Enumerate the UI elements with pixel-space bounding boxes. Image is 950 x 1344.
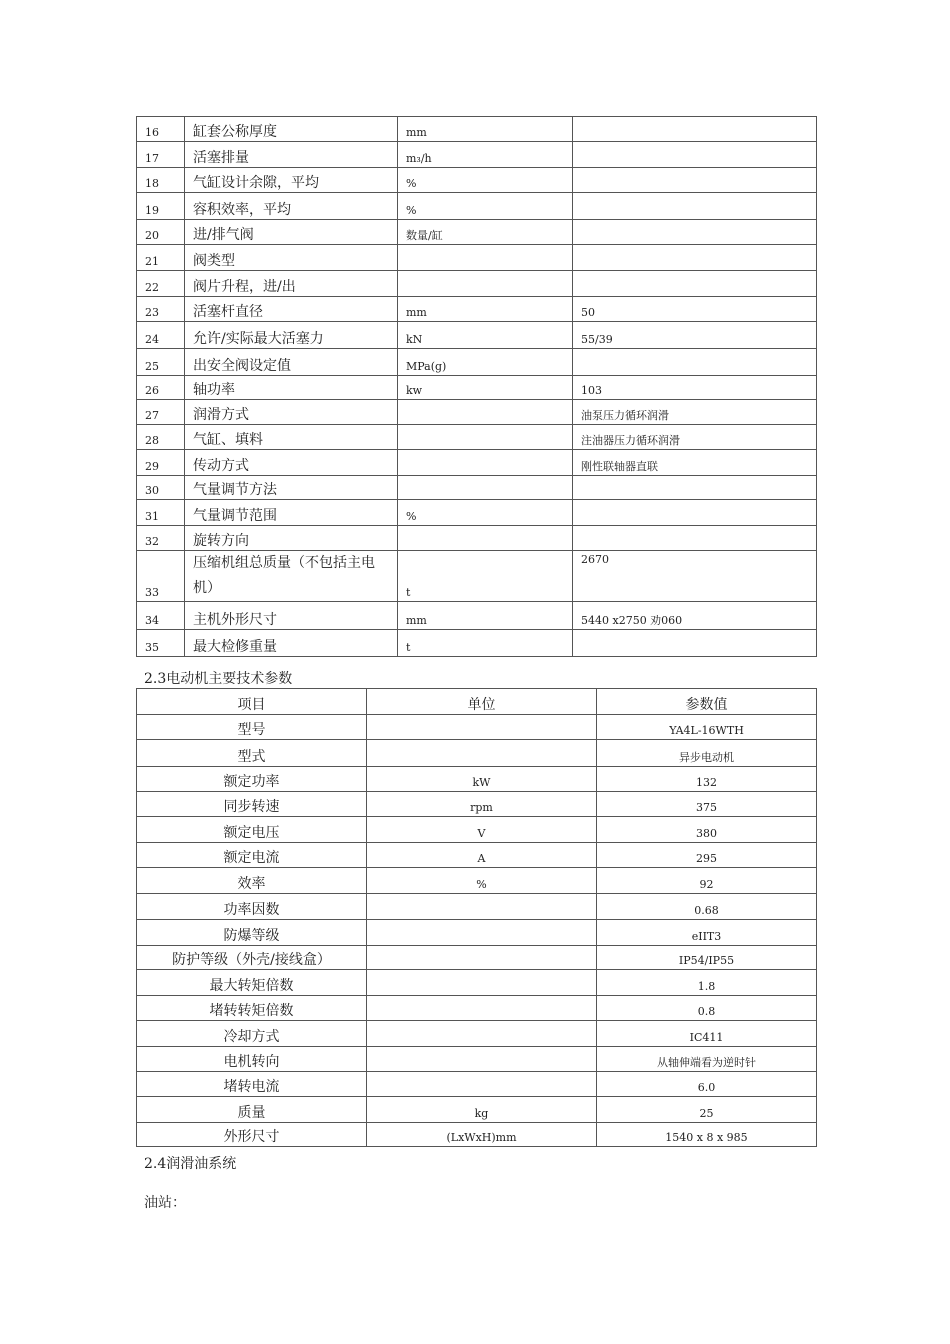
motor-item: 额定电流: [137, 843, 367, 868]
param-number: 33: [137, 551, 185, 602]
compressor-param-row: [137, 400, 817, 425]
compressor-param-row: [137, 425, 817, 450]
param-value: 刚性联轴器直联: [573, 450, 817, 476]
motor-param-row: [137, 843, 817, 868]
compressor-param-row: [137, 376, 817, 400]
motor-param-row: [137, 1097, 817, 1123]
motor-param-row: [137, 792, 817, 817]
motor-param-row: [137, 996, 817, 1021]
param-item: 允许/实际最大活塞力: [185, 322, 398, 349]
motor-value: IC411: [597, 1021, 817, 1047]
compressor-param-row: [137, 142, 817, 168]
param-number: 35: [137, 630, 185, 657]
param-unit: [398, 476, 573, 500]
param-number: 29: [137, 450, 185, 476]
param-item: 阀类型: [185, 245, 398, 271]
motor-param-row: [137, 868, 817, 894]
param-number: 31: [137, 500, 185, 526]
param-number: 17: [137, 142, 185, 168]
motor-item: 外形尺寸: [137, 1123, 367, 1147]
motor-value: 295: [597, 843, 817, 868]
param-value: [573, 117, 817, 142]
compressor-param-row: [137, 220, 817, 245]
param-number: 23: [137, 297, 185, 322]
param-unit: 数量/缸: [398, 220, 573, 245]
param-number: 20: [137, 220, 185, 245]
param-value: [573, 630, 817, 657]
motor-item: 堵转转矩倍数: [137, 996, 367, 1021]
motor-unit: [367, 996, 597, 1021]
motor-unit: [367, 1021, 597, 1047]
motor-value: 380: [597, 817, 817, 843]
compressor-param-row: [137, 476, 817, 500]
compressor-param-row: [137, 168, 817, 193]
motor-param-row: [137, 970, 817, 996]
param-item: 气量调节方法: [185, 476, 398, 500]
param-value: [573, 142, 817, 168]
motor-unit: [367, 946, 597, 970]
param-item: 活塞排量: [185, 142, 398, 168]
motor-value: 从轴伸端看为逆时针: [597, 1047, 817, 1072]
param-item: 阀片升程，进/出: [185, 271, 398, 297]
motor-unit: kg: [367, 1097, 597, 1123]
motor-value: 1.8: [597, 970, 817, 996]
section-heading-lube: 2.4润滑油系统: [144, 1156, 237, 1172]
motor-param-row: [137, 946, 817, 970]
motor-param-row: [137, 715, 817, 740]
param-item: 缸套公称厚度: [185, 117, 398, 142]
param-unit: [398, 526, 573, 551]
param-number: 32: [137, 526, 185, 551]
param-number: 22: [137, 271, 185, 297]
param-value: [573, 168, 817, 193]
motor-unit: %: [367, 868, 597, 894]
param-value: [573, 526, 817, 551]
motor-item: 额定电压: [137, 817, 367, 843]
motor-unit: [367, 1047, 597, 1072]
motor-param-row: [137, 1021, 817, 1047]
motor-param-row: [137, 767, 817, 792]
param-item: 容积效率，平均: [185, 193, 398, 220]
motor-value: 0.8: [597, 996, 817, 1021]
param-item: 出安全阀设定值: [185, 349, 398, 376]
compressor-param-row: [137, 117, 817, 142]
param-number: 18: [137, 168, 185, 193]
param-unit: %: [398, 168, 573, 193]
compressor-param-row: [137, 271, 817, 297]
compressor-param-row: [137, 322, 817, 349]
motor-param-row: [137, 817, 817, 843]
motor-header-row: [137, 689, 817, 715]
param-item: 气缸、填料: [185, 425, 398, 450]
header-unit: 单位: [367, 689, 597, 715]
motor-item: 同步转速: [137, 792, 367, 817]
param-item: 传动方式: [185, 450, 398, 476]
param-unit: [398, 425, 573, 450]
param-value: [573, 476, 817, 500]
compressor-param-row: [137, 297, 817, 322]
param-item: 旋转方向: [185, 526, 398, 551]
motor-item: 功率因数: [137, 894, 367, 920]
header-item: 项目: [137, 689, 367, 715]
header-value: 参数值: [597, 689, 817, 715]
motor-value: 92: [597, 868, 817, 894]
param-unit: [398, 271, 573, 297]
compressor-param-row: [137, 526, 817, 551]
motor-unit: (LxWxH)mm: [367, 1123, 597, 1147]
param-number: 30: [137, 476, 185, 500]
motor-params-body: [137, 689, 817, 1147]
compressor-param-row: [137, 602, 817, 630]
motor-value: 1540 x 8 x 985: [597, 1123, 817, 1147]
param-number: 25: [137, 349, 185, 376]
param-unit: %: [398, 193, 573, 220]
param-number: 16: [137, 117, 185, 142]
param-unit: mm: [398, 297, 573, 322]
param-unit: [398, 400, 573, 425]
param-number: 24: [137, 322, 185, 349]
motor-item: 额定功率: [137, 767, 367, 792]
motor-item: 电机转向: [137, 1047, 367, 1072]
param-number: 27: [137, 400, 185, 425]
compressor-param-row: [137, 630, 817, 657]
motor-param-row: [137, 1072, 817, 1097]
compressor-params-body: [137, 117, 817, 657]
param-item: 气缸设计余隙，平均: [185, 168, 398, 193]
compressor-param-row: [137, 500, 817, 526]
motor-item: 质量: [137, 1097, 367, 1123]
motor-unit: kW: [367, 767, 597, 792]
param-unit: m₃/h: [398, 142, 573, 168]
motor-value: 0.68: [597, 894, 817, 920]
param-item: 活塞杆直径: [185, 297, 398, 322]
motor-param-row: [137, 894, 817, 920]
param-item: 润滑方式: [185, 400, 398, 425]
param-value: [573, 500, 817, 526]
param-unit: [398, 245, 573, 271]
motor-item: 防护等级（外壳/接线盒）: [137, 946, 367, 970]
param-value: 注油器压力循环润滑: [573, 425, 817, 450]
param-item: 进/排气阀: [185, 220, 398, 245]
motor-param-row: [137, 1047, 817, 1072]
param-item: 压缩机组总质量（不包括主电机）: [185, 551, 398, 602]
motor-value: 132: [597, 767, 817, 792]
param-unit: t: [398, 630, 573, 657]
motor-value: 25: [597, 1097, 817, 1123]
motor-unit: rpm: [367, 792, 597, 817]
param-item: 气量调节范围: [185, 500, 398, 526]
motor-unit: A: [367, 843, 597, 868]
motor-param-row: [137, 920, 817, 946]
motor-param-row: [137, 1123, 817, 1147]
motor-item: 型式: [137, 740, 367, 767]
param-unit: [398, 450, 573, 476]
motor-param-row: [137, 740, 817, 767]
motor-value: 6.0: [597, 1072, 817, 1097]
motor-value: 375: [597, 792, 817, 817]
param-unit: kN: [398, 322, 573, 349]
param-unit: t: [398, 551, 573, 602]
param-value: 5440 x2750 劝060: [573, 602, 817, 630]
param-value: 油泵压力循环润滑: [573, 400, 817, 425]
param-value: 2670: [573, 551, 817, 602]
param-value: [573, 220, 817, 245]
motor-item: 防爆等级: [137, 920, 367, 946]
param-number: 19: [137, 193, 185, 220]
motor-item: 堵转电流: [137, 1072, 367, 1097]
param-value: [573, 193, 817, 220]
param-item: 轴功率: [185, 376, 398, 400]
motor-value: eIIT3: [597, 920, 817, 946]
motor-unit: [367, 715, 597, 740]
param-item: 最大检修重量: [185, 630, 398, 657]
motor-item: 冷却方式: [137, 1021, 367, 1047]
param-number: 34: [137, 602, 185, 630]
param-unit: mm: [398, 117, 573, 142]
compressor-param-row: [137, 193, 817, 220]
param-value: 50: [573, 297, 817, 322]
compressor-param-row: [137, 551, 817, 602]
motor-unit: [367, 1072, 597, 1097]
motor-unit: [367, 740, 597, 767]
param-unit: mm: [398, 602, 573, 630]
motor-value: 异步电动机: [597, 740, 817, 767]
param-value: 103: [573, 376, 817, 400]
motor-item: 最大转矩倍数: [137, 970, 367, 996]
motor-item: 型号: [137, 715, 367, 740]
param-number: 28: [137, 425, 185, 450]
compressor-param-row: [137, 349, 817, 376]
motor-params-table: [136, 688, 817, 1147]
param-number: 21: [137, 245, 185, 271]
motor-unit: V: [367, 817, 597, 843]
param-value: 55/39: [573, 322, 817, 349]
param-unit: MPa(g): [398, 349, 573, 376]
param-item: 主机外形尺寸: [185, 602, 398, 630]
compressor-params-table: [136, 116, 817, 657]
motor-unit: [367, 920, 597, 946]
compressor-param-row: [137, 245, 817, 271]
motor-value: IP54/IP55: [597, 946, 817, 970]
motor-unit: [367, 894, 597, 920]
param-value: [573, 349, 817, 376]
param-value: [573, 271, 817, 297]
param-unit: kw: [398, 376, 573, 400]
motor-unit: [367, 970, 597, 996]
param-number: 26: [137, 376, 185, 400]
compressor-param-row: [137, 450, 817, 476]
motor-value: YA4L-16WTH: [597, 715, 817, 740]
param-value: [573, 245, 817, 271]
oil-station-label: 油站：: [144, 1195, 186, 1211]
motor-item: 效率: [137, 868, 367, 894]
param-unit: %: [398, 500, 573, 526]
section-heading-motor: 2.3电动机主要技术参数: [144, 671, 293, 687]
